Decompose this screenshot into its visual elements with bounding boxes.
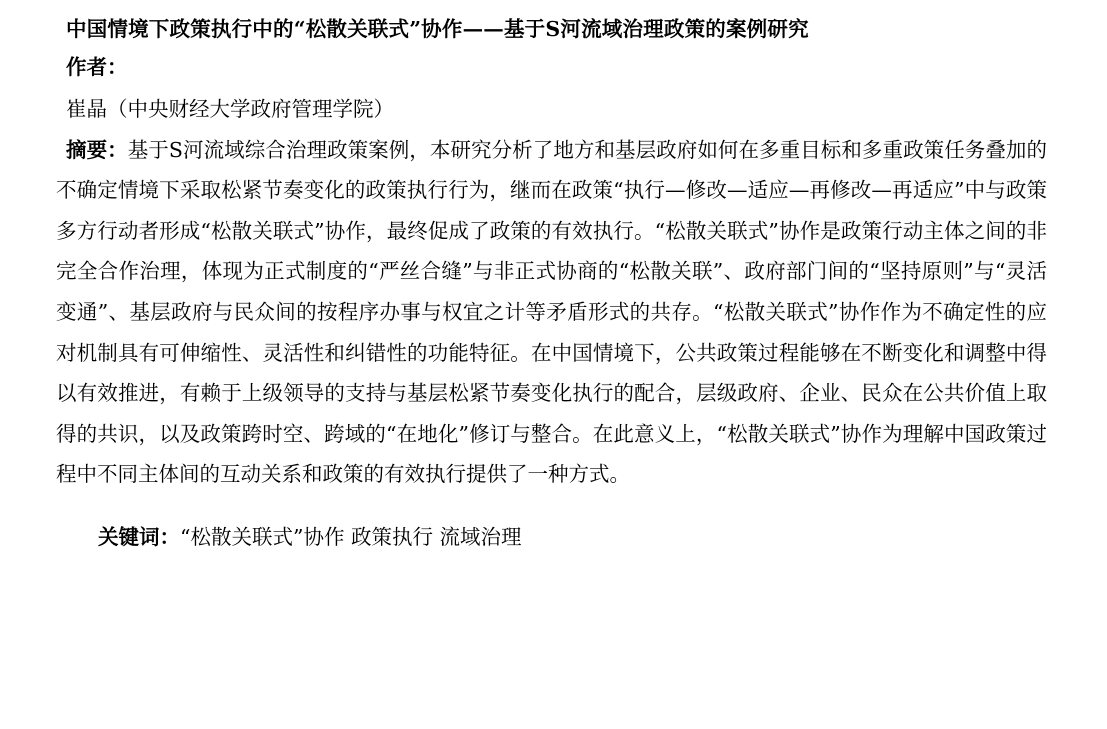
keywords-text: “松散关联式”协作 政策执行 流域治理: [180, 524, 522, 549]
page-title: 中国情境下政策执行中的“松散关联式”协作——基于S河流域治理政策的案例研究: [66, 17, 809, 41]
abstract-text: 基于S河流域综合治理政策案例，本研究分析了地方和基层政府如何在多重目标和多重政策任务叠加的不确定情境下采取松紧节奏变化的政策执行行为，继而在政策“执行—修改—适应—再修改—再适应”中与政策多方行动者形成“松散关联式”协作，最终促成了政策的有效执行。“松散关联式”协作是政策行动主体之间的非完全合作治理，体现为正式制度的“严丝合缝”与非正式协商的“松散关联”、政府部门间的“坚持原则”与“灵活变通”、基层政府与民众间的按程序办事与权宜之计等矛盾形式的共存。“松散关联式”协作作为不确定性的应对机制具有可伸缩性、灵活性和纠错性的功能特征。在中国情境下，公共政策过程能够在不断变化和调整中得以有效推进，有赖于上级领导的支持与基层松紧节奏变化执行的配合，层级政府、企业、民众在公共价值上取得的共识，以及政策跨时空、跨域的“在地化”修订与整合。在此意义上，“松散关联式”协作为理解中国政策过程中不同主体间的互动关系和政策的有效执行提供了一种方式。: [56, 137, 1048, 487]
author-name: 崔晶（中央财经大学政府管理学院）: [66, 96, 394, 121]
keywords-label: 关键词：: [98, 524, 180, 549]
abstract-paragraph: [56, 130, 1047, 495]
author-label: 作者：: [66, 54, 128, 79]
abstract-label: 摘要：: [66, 137, 128, 162]
keywords-paragraph: [98, 517, 1047, 558]
